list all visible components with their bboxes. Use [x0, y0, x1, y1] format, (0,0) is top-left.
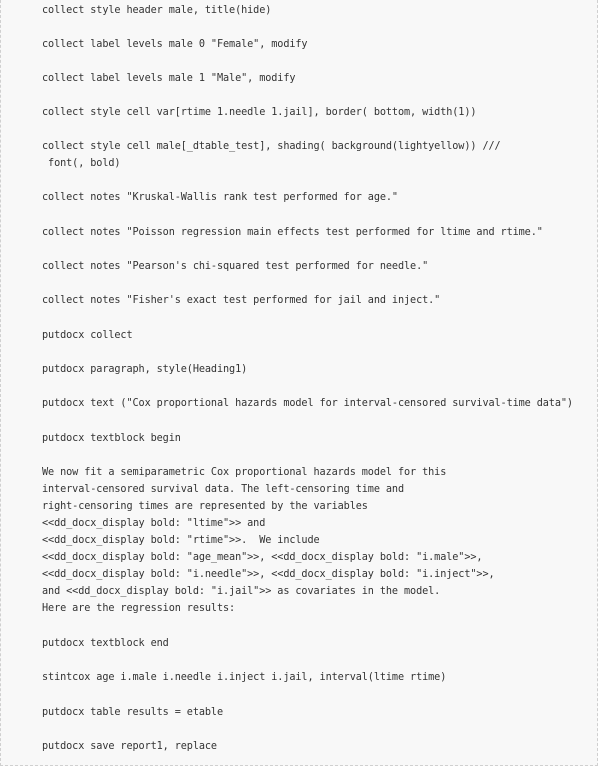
code-line: stintcox age i.male i.needle i.inject i.jail, interval(ltime rtime)	[42, 672, 447, 683]
code-line: collect label levels male 1 "Male", modify	[42, 73, 296, 84]
code-line: right-censoring times are represented by the variables	[42, 501, 368, 512]
code-line: collect notes "Kruskal-Wallis rank test performed for age."	[42, 192, 398, 203]
code-line: putdocx textblock end	[42, 638, 169, 649]
code-line: collect style cell var[rtime 1.needle 1.jail], border( bottom, width(1))	[42, 107, 477, 118]
code-line: <<dd_docx_display bold: "rtime">>. We include	[42, 535, 320, 546]
code-line: putdocx textblock begin	[42, 433, 181, 444]
code-line: collect style header male, title(hide)	[42, 5, 272, 16]
code-line: putdocx paragraph, style(Heading1)	[42, 364, 248, 375]
code-line: Here are the regression results:	[42, 603, 236, 614]
code-line: collect notes "Pearson's chi-squared test performed for needle."	[42, 261, 429, 272]
code-line: putdocx collect	[42, 330, 133, 341]
code-line: collect label levels male 0 "Female", modify	[42, 39, 308, 50]
code-line: putdocx save report1, replace	[42, 741, 217, 752]
code-line: <<dd_docx_display bold: "i.needle">>, <<dd_docx_display bold: "i.inject">>,	[42, 569, 495, 580]
code-line: font(, bold)	[42, 158, 121, 169]
code-line: and <<dd_docx_display bold: "i.jail">> as covariates in the model.	[42, 586, 441, 597]
code-line: putdocx text ("Cox proportional hazards model for interval-censored survival-time data")	[42, 398, 573, 409]
code-line: collect notes "Fisher's exact test performed for jail and inject."	[42, 295, 441, 306]
code-line: We now fit a semiparametric Cox proportional hazards model for this	[42, 467, 447, 478]
code-line: <<dd_docx_display bold: "ltime">> and	[42, 518, 266, 529]
code-line: interval-censored survival data. The left-censoring time and	[42, 484, 405, 495]
code-line: <<dd_docx_display bold: "age_mean">>, <<dd_docx_display bold: "i.male">>,	[42, 552, 483, 563]
code-line: collect notes "Poisson regression main effects test performed for ltime and rtime."	[42, 227, 543, 238]
code-line: collect style cell male[_dtable_test], shading( background(lightyellow)) ///	[42, 141, 501, 152]
code-line: putdocx table results = etable	[42, 707, 224, 718]
